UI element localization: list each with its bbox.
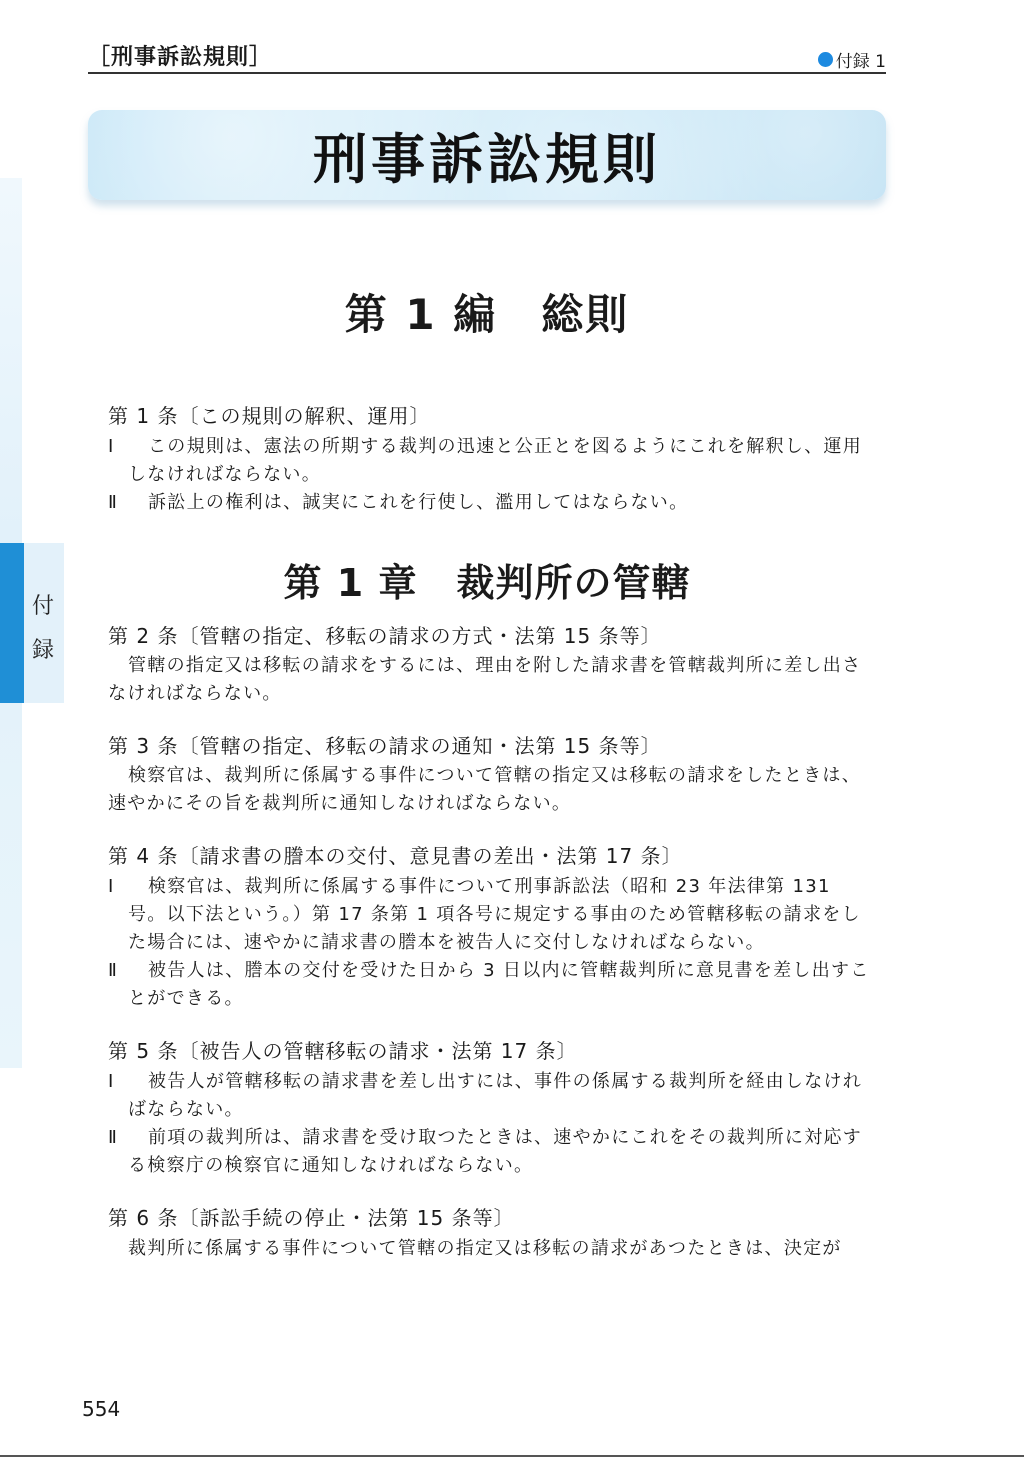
paragraph-text: 管轄の指定又は移転の請求をするには、理由を附した請求書を管轄裁判所に差し出さなければならない。 <box>108 655 862 704</box>
article-paragraph <box>108 957 870 1013</box>
paragraph-number: Ⅱ <box>108 960 119 981</box>
title-banner <box>88 110 886 200</box>
side-tab-accent <box>0 543 24 703</box>
paragraph-text: 被告人は、謄本の交付を受けた日から 3 日以内に管轄裁判所に意見書を差し出すことができる。 <box>128 960 870 1009</box>
paragraph-number: Ⅰ <box>108 876 115 897</box>
chapter-heading: 第 1 章 裁判所の管轄 <box>283 561 691 605</box>
paragraph-text: 検察官は、裁判所に係属する事件について刑事訴訟法（昭和 23 年法律第 131 号。以下法という。）第 17 条第 1 項各号に規定する事由のため管轄移転の請求をした場合には、速やかに請求書の謄本を被告人に交付しなければならない。 <box>128 876 861 953</box>
paragraph-number: Ⅰ <box>108 436 115 457</box>
bottom-divider <box>0 1455 1024 1457</box>
running-header-title: ［刑事訴訟規則］ <box>88 45 273 70</box>
side-tab-label: 付 録 <box>31 594 54 663</box>
header-divider <box>88 72 886 74</box>
article-paragraph <box>108 489 870 517</box>
article-paragraph <box>108 1124 870 1180</box>
article-title: 第 3 条〔管轄の指定、移転の請求の通知・法第 15 条等〕 <box>108 734 662 758</box>
article-title: 第 2 条〔管轄の指定、移転の請求の方式・法第 15 条等〕 <box>108 624 662 648</box>
paragraph-number: Ⅱ <box>108 1127 119 1148</box>
paragraph-number: Ⅰ <box>108 1071 115 1092</box>
article-paragraph <box>108 873 870 957</box>
appendix-side-tab <box>0 543 64 703</box>
running-header-section-label: 付録 1 <box>835 52 886 72</box>
article-title: 第 1 条〔この規則の解釈、運用〕 <box>108 404 431 428</box>
running-header-section <box>818 47 886 72</box>
paragraph-number: Ⅱ <box>108 492 119 513</box>
paragraph-text: 前項の裁判所は、請求書を受け取つたときは、速やかにこれをその裁判所に対応する検察庁の検察官に通知しなければならない。 <box>128 1127 863 1176</box>
part-heading: 第 1 編 総則 <box>344 290 630 339</box>
paragraph-text: 裁判所に係属する事件について管轄の指定又は移転の請求があつたときは、決定が <box>128 1238 842 1259</box>
article-paragraph <box>108 1235 870 1263</box>
article-paragraph <box>108 652 870 708</box>
bullet-dot-icon <box>818 52 833 67</box>
paragraph-text: この規則は、憲法の所期する裁判の迅速と公正とを図るようにこれを解釈し、運用しなければならない。 <box>128 436 863 485</box>
article-paragraph <box>108 433 870 489</box>
paragraph-text: 検察官は、裁判所に係属する事件について管轄の指定又は移転の請求をしたときは、速やかにその旨を裁判所に通知しなければならない。 <box>108 765 862 814</box>
article-title: 第 5 条〔被告人の管轄移転の請求・法第 17 条〕 <box>108 1039 578 1063</box>
article-title: 第 6 条〔訴訟手続の停止・法第 15 条等〕 <box>108 1206 515 1230</box>
paragraph-text: 被告人が管轄移転の請求書を差し出すには、事件の係属する裁判所を経由しなければならない。 <box>128 1071 863 1120</box>
article-paragraph <box>108 762 870 818</box>
article-title: 第 4 条〔請求書の謄本の交付、意見書の差出・法第 17 条〕 <box>108 844 683 868</box>
paragraph-text: 訴訟上の権利は、誠実にこれを行使し、濫用してはならない。 <box>148 492 689 513</box>
page-number: 554 <box>82 1397 121 1421</box>
article-paragraph <box>108 1068 870 1124</box>
page-title: 刑事訴訟規則 <box>313 127 661 191</box>
